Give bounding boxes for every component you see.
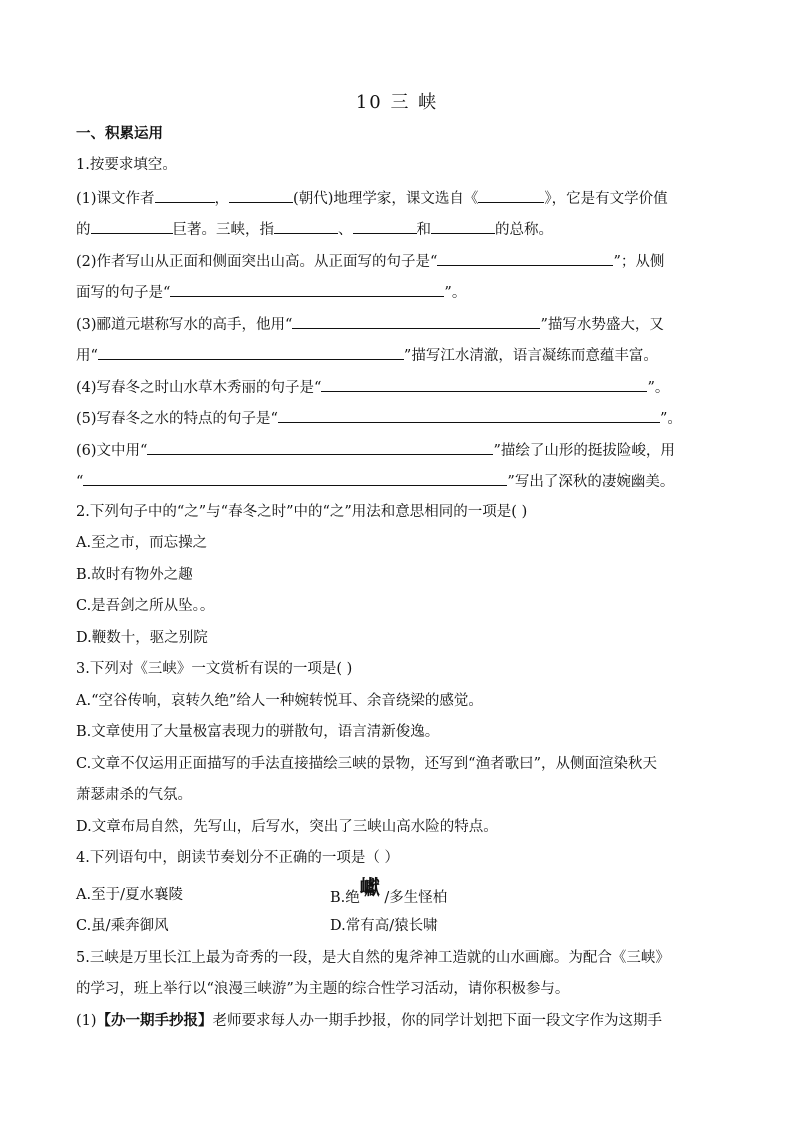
answer-blank[interactable] [437, 250, 613, 266]
q1-item-3-line-1: (3)郦道元堪称写水的高手，他用“ ”描写水势盛大，又 [76, 313, 664, 335]
q1-item-6-line-1: (6)文中用“ ”描绘了山形的挺拔险峻，用 [76, 439, 675, 461]
q2-option-d[interactable]: D.鞭数十，驱之别院 [76, 630, 208, 646]
answer-blank[interactable] [292, 313, 540, 329]
question-1-heading: 1.按要求填空。 [76, 157, 177, 173]
q1-item-1-line-2: 的 巨著。三峡，指 、 和 的总称。 [76, 218, 553, 240]
answer-blank[interactable] [229, 187, 293, 203]
q2-option-a[interactable]: A.至之市，而忘操之 [76, 535, 208, 551]
answer-blank[interactable] [155, 187, 215, 203]
question-5-line-1: 5.三峡是万里长江上最为奇秀的一段，是大自然的鬼斧神工造就的山水画廊。为配合《三峡》 [76, 950, 670, 966]
answer-blank[interactable] [98, 344, 404, 360]
q3-option-c-line-2: 萧瑟肃杀的气氛。 [76, 787, 192, 803]
question-3-heading: 3.下列对《三峡》一文赏析有误的一项是( ) [76, 661, 353, 677]
answer-blank[interactable] [147, 439, 493, 455]
answer-blank[interactable] [278, 407, 660, 423]
answer-blank[interactable] [321, 376, 647, 392]
q4-option-c[interactable]: C.虽/乘奔御风 [76, 918, 169, 934]
answer-blank[interactable] [83, 470, 507, 486]
q1-item-2-line-1: (2)作者写山从正面和侧面突出山高。从正面写的句子是“ ”；从侧 [76, 250, 664, 272]
q3-option-c-line-1[interactable]: C.文章不仅运用正面描写的手法直接描绘三峡的景物，还写到“渔者歌曰”，从侧面渲染秋天 [76, 756, 658, 772]
section-heading: 一、积累运用 [76, 126, 163, 142]
q4-option-b[interactable]: B.绝巘 /多生怪柏 [330, 875, 448, 906]
q1-item-3-line-2: 用“ ”描写江水清澈，语言凝练而意蕴丰富。 [76, 344, 658, 366]
answer-blank[interactable] [170, 281, 444, 297]
answer-blank[interactable] [353, 218, 417, 234]
q1-item-5: (5)写春冬之水的特点的句子是“ ”。 [76, 407, 682, 429]
question-2-heading: 2.下列句子中的“之”与“春冬之时”中的“之”用法和意思相同的一项是( ) [76, 504, 528, 520]
answer-blank[interactable] [91, 218, 173, 234]
task-label: 【办一期手抄报】 [96, 1013, 213, 1029]
q1-item-2-line-2: 面写的句子是“ ”。 [76, 281, 466, 303]
page-title: 10 三 峡 [355, 92, 439, 113]
q2-option-c[interactable]: C.是吾剑之所从坠。。 [76, 598, 215, 614]
answer-blank[interactable] [431, 218, 495, 234]
q3-option-d[interactable]: D.文章布局自然，先写山，后写水，突出了三峡山高水险的特点。 [76, 819, 498, 835]
q3-option-b[interactable]: B.文章使用了大量极富表现力的骈散句，语言清新俊逸。 [76, 724, 440, 740]
question-4-heading: 4.下列语句中，朗读节奏划分不正确的一项是（ ） [76, 850, 399, 866]
answer-blank[interactable] [478, 187, 544, 203]
answer-blank[interactable] [274, 218, 338, 234]
q4-option-d[interactable]: D.常有高/猿长啸 [330, 918, 438, 934]
rare-character: 巘 [359, 875, 380, 899]
q1-item-1-line-1: (1)课文作者 ， (朝代)地理学家，课文选自《 》，它是有文学价值 [76, 187, 668, 209]
question-5-line-2: 的学习，班上举行以“浪漫三峡游”为主题的综合性学习活动，请你积极参与。 [76, 981, 570, 997]
q1-item-6-line-2: “ ”写出了深秋的凄婉幽美。 [76, 470, 674, 492]
question-5-line-3: (1)【办一期手抄报】老师要求每人办一期手抄报，你的同学计划把下面一段文字作为这期手 [76, 1013, 663, 1029]
q3-option-a[interactable]: A.“空谷传响，哀转久绝”给人一种婉转悦耳、余音绕梁的感觉。 [76, 693, 483, 709]
q2-option-b[interactable]: B.故时有物外之趣 [76, 567, 193, 583]
q4-option-a[interactable]: A.至于/夏水襄陵 [76, 887, 183, 903]
q1-item-4: (4)写春冬之时山水草木秀丽的句子是“ ”。 [76, 376, 669, 398]
